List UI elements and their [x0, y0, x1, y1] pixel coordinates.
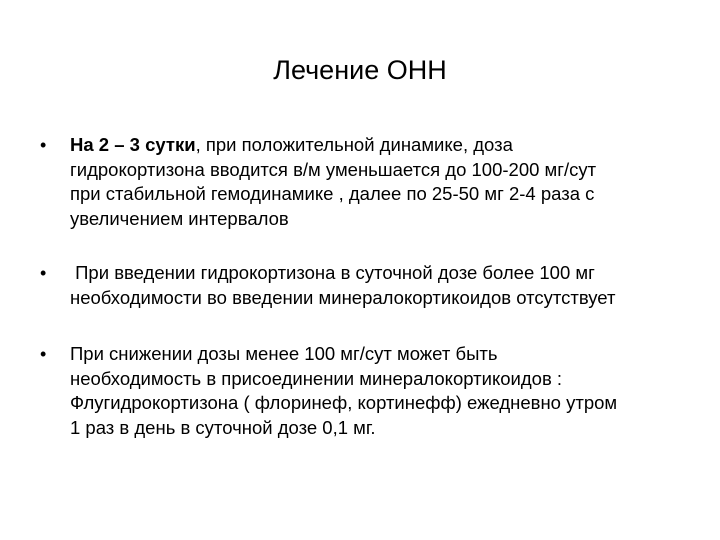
bullet-bold-lead: На 2 – 3 сутки [70, 134, 196, 155]
bullet-marker: • [40, 263, 47, 283]
slide-title: Лечение ОНН [273, 55, 447, 85]
bullet-text [70, 133, 680, 231]
bullet-marker: • [40, 344, 47, 364]
bullet-text [70, 342, 680, 440]
bullet-line: При снижении дозы менее 100 мг/сут может быть [70, 343, 498, 364]
bullet-line: при стабильной гемодинамике , далее по 25-50 мг 2-4 раза с [70, 183, 595, 204]
bullet-line: гидрокортизона вводится в/м уменьшается до 100-200 мг/сут [70, 158, 597, 180]
bullet-line: необходимости во введении минералокортикоидов отсутствует [70, 286, 616, 308]
bullet-line: Флугидрокортизона ( флоринеф, кортинефф) ежедневно утром [70, 392, 618, 413]
bullet-line: увеличением интервалов [70, 207, 289, 229]
bullet-marker: • [40, 135, 47, 155]
bullet-line-rest: , при положительной динамике, доза [195, 134, 513, 155]
bullet-line [70, 133, 680, 158]
bullet-line: При введении гидрокортизона в суточной дозе более 100 мг [70, 262, 595, 283]
bullet-text [70, 261, 680, 310]
bullet-line: необходимость в присоединении минералокортикоидов : [70, 367, 563, 389]
bullet-line: 1 раз в день в суточной дозе 0,1 мг. [70, 416, 376, 438]
